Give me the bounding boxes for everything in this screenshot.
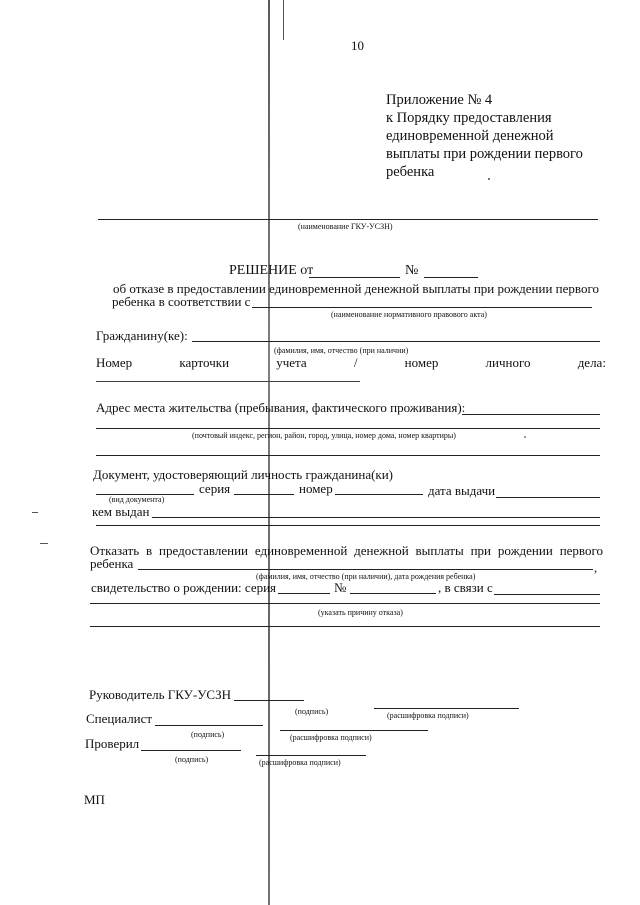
page-number: 10 (351, 38, 364, 53)
reason-caption: (указать причину отказа) (318, 608, 403, 617)
stamp-place-label: МП (84, 792, 105, 807)
document-series-label: серия (199, 481, 231, 496)
document-issue-date-label: дата выдачи (428, 483, 496, 498)
appendix-line: единовременной денежной (386, 128, 554, 144)
specialist-transcript-line (280, 730, 428, 731)
card-word: личного (485, 355, 531, 370)
issued-by-line-2 (96, 525, 600, 526)
card-word: / (353, 355, 358, 370)
head-transcript-caption: (расшифровка подписи) (387, 711, 469, 720)
card-number-row (96, 355, 606, 371)
scan-speck (40, 543, 48, 544)
card-word: номер (404, 355, 439, 370)
scan-speck (488, 178, 490, 180)
appendix-line: ребенка (386, 164, 435, 180)
certificate-number-line (350, 593, 436, 594)
document-label: Документ, удостоверяющий личность гражданина(ки) (93, 467, 394, 482)
appendix-block (386, 91, 583, 181)
issued-by-label: кем выдан (92, 504, 150, 519)
issued-by-line (152, 517, 600, 518)
address-caption: (почтовый индекс, регион, район, город, улица, номер дома, номер квартиры) (192, 431, 456, 440)
page-fold-mark (283, 0, 284, 40)
legal-act-line (252, 307, 592, 308)
scan-speck (524, 436, 526, 438)
document-number-line (335, 494, 423, 495)
scan-speck (32, 512, 38, 513)
birth-certificate-label: свидетельство о рождении: серия (91, 580, 277, 595)
head-signature-caption: (подпись) (295, 707, 329, 716)
citizen-label: Гражданину(ке): (96, 328, 188, 343)
checked-label: Проверил (85, 736, 140, 751)
in-connection-label: , в связи с (438, 580, 493, 595)
card-word: карточки (179, 355, 230, 370)
refusal-child-label: ребенка (90, 556, 134, 571)
reason-line-1 (494, 594, 600, 595)
address-line-1 (462, 414, 600, 415)
document-number-label: номер (299, 481, 333, 496)
certificate-series-line (278, 593, 330, 594)
refusal-word: в (146, 543, 153, 558)
head-signature-line (234, 700, 304, 701)
refusal-word: единовременной (254, 543, 348, 558)
refusal-word: при (470, 543, 492, 558)
document-series-line (234, 494, 294, 495)
document-issue-date-line (496, 497, 600, 498)
certificate-number-sign: № (334, 580, 347, 595)
address-line-3 (96, 455, 600, 456)
head-transcript-line (374, 708, 519, 709)
decision-subtitle: ребенка в соответствии с (112, 294, 251, 309)
legal-act-caption: (наименование нормативного правового акта) (331, 310, 487, 319)
child-name-line (138, 569, 593, 570)
page-fold-shadow (268, 0, 270, 905)
decision-number-sign: № (405, 263, 419, 278)
org-caption: (наименование ГКУ-УСЗН) (298, 222, 393, 231)
refusal-word: рождении (497, 543, 553, 558)
citizen-name-line (192, 341, 600, 342)
card-word: дела: (577, 355, 606, 370)
decision-number-line (424, 277, 478, 278)
child-caption: (фамилия, имя, отчество (при наличии), дата рождения ребенка) (256, 572, 476, 581)
address-line-2 (96, 428, 600, 429)
appendix-line: к Порядку предоставления (386, 110, 552, 126)
specialist-signature-caption: (подпись) (191, 730, 225, 739)
document-type-caption: (вид документа) (109, 495, 165, 504)
card-word: учета (276, 355, 307, 370)
child-line-comma: , (594, 560, 598, 575)
decision-date-line (309, 277, 400, 278)
appendix-line: Приложение № 4 (386, 92, 493, 108)
card-number-line (96, 381, 360, 382)
org-name-line (98, 219, 598, 220)
checked-transcript-line (256, 755, 366, 756)
refusal-word: выплаты (415, 543, 464, 558)
refusal-word: предоставлении (159, 543, 248, 558)
specialist-transcript-caption: (расшифровка подписи) (290, 733, 372, 742)
refusal-word: Отказать (90, 543, 140, 558)
specialist-label: Специалист (86, 711, 153, 726)
refusal-word: первого (559, 543, 603, 558)
citizen-caption: (фамилия, имя, отчество (при наличии) (274, 346, 409, 355)
card-word: Номер (96, 355, 133, 370)
decision-title: РЕШЕНИЕ от (229, 263, 314, 278)
reason-line-2 (90, 603, 600, 604)
decision-subtitle: об отказе в предоставлении единовременной денежной выплаты при рождении первого (113, 281, 599, 296)
checked-signature-line (141, 750, 241, 751)
checked-signature-caption: (подпись) (175, 755, 209, 764)
specialist-signature-line (155, 725, 263, 726)
checked-transcript-caption: (расшифровка подписи) (259, 758, 341, 767)
address-label: Адрес места жительства (пребывания, фактического проживания): (96, 400, 466, 415)
reason-line-3 (90, 626, 600, 627)
appendix-line: выплаты при рождении первого (386, 146, 583, 162)
refusal-word: денежной (354, 543, 409, 558)
refusal-line (90, 543, 603, 559)
head-label: Руководитель ГКУ-УСЗН (89, 687, 231, 702)
